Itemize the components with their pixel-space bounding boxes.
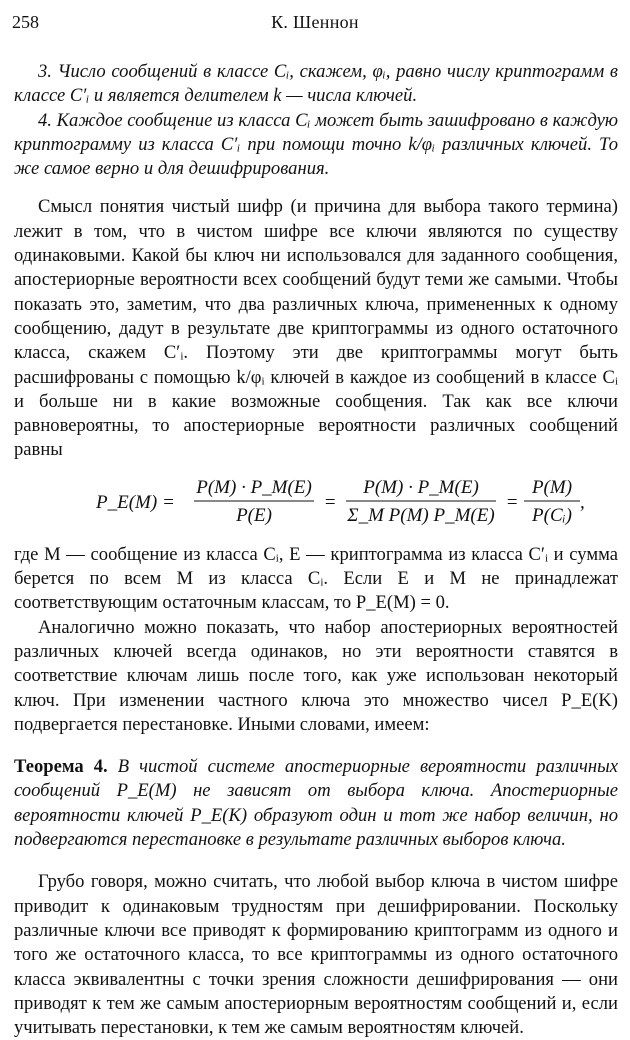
formula-tail: , <box>580 491 585 513</box>
formula-eq1: = <box>323 491 337 513</box>
page-body <box>14 60 618 1040</box>
paragraph-pure-cipher: Смысл понятия чистый шифр (и причина для выбора такого термина) лежит в том, что в чистом шифре все ключи являются по существу одинаковыми. Какой бы ключ ни использовался для заданного сообщения, апостериорные вероятности всех сообщений будут теми же самыми. Чтобы показать это, заметим, что два различных ключа, примененных к одному сообщению, дадут в результате две криптограммы из одного остаточного класса, скажем C′ᵢ. Поэтому эти две криптограммы могут быть расшифрованы с помощью k/φᵢ ключей в каждое из сообщений в классе Cᵢ и больше ни в какие возможные сообщения. Так как все ключи равновероятны, то апостериорные вероятности различных сообщений равны <box>14 196 618 461</box>
paragraph-roughly: Грубо говоря, можно считать, что любой выбор ключа в чистом шифре приводит к одинаковым трудностям при дешифрировании. Поскольку различные ключи все приводят к формированию криптограмм из одного и того же остаточного класса, то все криптограммы из одного остаточного класса эквивалентны с точки зрения сложности дешифрирования — они приводят к тем же самым апостериорным вероятностям сообщений и, если учитывать перестановки, к тем же самым вероятностям ключей. <box>14 871 618 1039</box>
running-head: К. Шеннон <box>271 12 359 32</box>
formula-f1-den: P(E) <box>236 504 272 526</box>
formula-svg <box>36 463 596 543</box>
theorem-label: Теорема 4. <box>14 756 108 778</box>
formula-f2-den: Σ_M P(M) P_M(E) <box>347 504 495 526</box>
posterior-formula <box>14 463 618 543</box>
paragraph-analogous: Аналогично можно показать, что набор апостериорных вероятностей различных ключей всегда одинаков, но эти вероятности ставятся в соответствие ключам лишь после того, как уже использован некоторый ключ. При изменении частного ключа это множество чисел P_E(K) подвергается перестановке. Иными словами, имеем: <box>14 616 618 735</box>
page-header <box>12 12 618 36</box>
condition-4: 4. Каждое сообщение из класса Cᵢ может быть зашифровано в каждую криптограмму из класса C′ᵢ при помощи точно k/φᵢ различных ключей. То же самое верно и для дешифрирования. <box>14 109 618 180</box>
formula-f3-den: P(Cᵢ) <box>532 504 572 526</box>
page-number: 258 <box>12 12 39 32</box>
theorem-4 <box>14 755 618 852</box>
formula-lhs: P_E(M) = <box>96 491 175 513</box>
formula-f1-num: P(M) · P_M(E) <box>196 476 312 498</box>
theorem-text: В чистой системе апостериорные вероятности различных сообщений P_E(M) не зависят от выбора ключа. Апостериорные вероятности ключей P_E(K) образуют один и тот же набор величин, но подвергаются перестановке в результате различных выборов ключа. <box>14 756 618 851</box>
formula-f3-num: P(M) <box>531 476 573 498</box>
paragraph-where: где M — сообщение из класса Cᵢ, E — криптограмма из класса C′ᵢ и сумма берется по всем M из класса Cᵢ. Если E и M не принадлежат соответствующим остаточным классам, то P_E(M) = 0. <box>14 543 618 614</box>
formula-eq2: = <box>505 491 519 513</box>
formula-f2-num: P(M) · P_M(E) <box>363 476 479 498</box>
condition-3: 3. Число сообщений в классе Cᵢ, скажем, φᵢ, равно числу криптограмм в классе C′ᵢ и является делителем k — числа ключей. <box>14 61 618 107</box>
